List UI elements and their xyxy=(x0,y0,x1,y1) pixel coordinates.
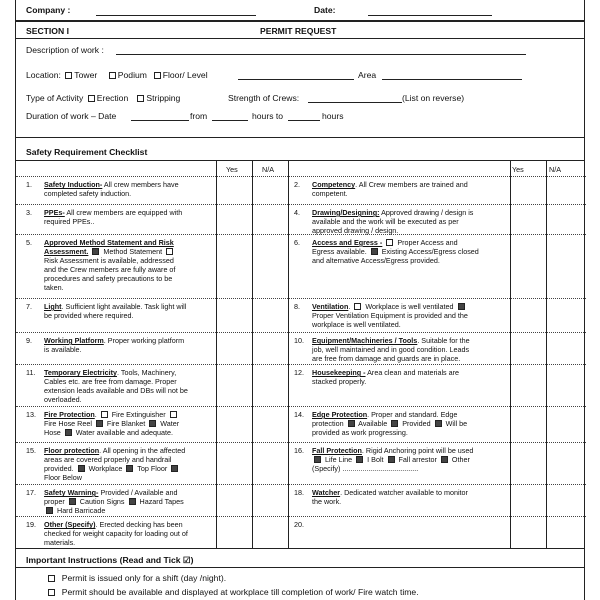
from-field[interactable] xyxy=(212,111,248,121)
item-number: 9. xyxy=(26,336,32,345)
divider xyxy=(16,160,584,161)
divider xyxy=(16,137,584,138)
item-number: 5. xyxy=(26,238,32,247)
col-divider xyxy=(288,160,289,548)
option-checkbox[interactable] xyxy=(441,456,448,463)
checklist-item-left: Temporary Electricity. Tools, Machinery, Cables etc. are free from damage. Proper extension leads available and DBs will not be overloaded. xyxy=(44,368,188,404)
na-cell-left[interactable] xyxy=(253,516,288,548)
yes-cell-left[interactable] xyxy=(217,484,252,516)
checklist-item-left: PPEs- All crew members are equipped with required PPEs.. xyxy=(44,208,183,226)
na-cell-right[interactable] xyxy=(547,516,585,548)
duration-label: Duration of work – Date xyxy=(26,111,117,121)
option-checkbox[interactable] xyxy=(170,411,177,418)
instruction-text: Permit should be available and displayed at workplace till completion of work/ Fire watch time. xyxy=(61,587,419,597)
na-cell-left[interactable] xyxy=(253,332,288,364)
instruction-checkbox[interactable] xyxy=(48,575,55,582)
strength-field[interactable] xyxy=(308,93,402,103)
item-number: 3. xyxy=(26,208,32,217)
option-checkbox[interactable] xyxy=(435,420,442,427)
option-checkbox[interactable] xyxy=(386,239,393,246)
to-field[interactable] xyxy=(288,111,320,121)
item-number: 4. xyxy=(294,208,300,217)
col-yes-right: Yes xyxy=(512,165,524,174)
from-label: from xyxy=(190,111,208,121)
strength-note: (List on reverse) xyxy=(402,93,465,103)
tower-checkbox[interactable] xyxy=(65,72,72,79)
permit-form xyxy=(15,0,585,600)
na-cell-left[interactable] xyxy=(253,298,288,332)
option-checkbox[interactable] xyxy=(65,429,72,436)
na-cell-right[interactable] xyxy=(547,364,585,406)
row-separator xyxy=(16,406,586,407)
section-heading: PERMIT REQUEST xyxy=(260,26,337,36)
option-checkbox[interactable] xyxy=(314,456,321,463)
item-number: 8. xyxy=(294,302,300,311)
checklist-item-left: Floor protection. All opening in the affected areas are covered properly and handrail provided. Workplace Top Floor Floor Below xyxy=(44,446,186,483)
strength-label: Strength of Crews: xyxy=(228,93,300,103)
item-number: 1. xyxy=(26,180,32,189)
instruction-checkbox[interactable] xyxy=(48,589,55,596)
option-checkbox[interactable] xyxy=(101,411,108,418)
item-number: 11. xyxy=(26,368,36,377)
location-option: Podium xyxy=(117,70,147,80)
option-checkbox[interactable] xyxy=(78,465,85,472)
area-label: Area xyxy=(358,70,377,80)
activity-label: Type of Activity xyxy=(26,93,84,103)
option-checkbox[interactable] xyxy=(96,420,103,427)
item-number: 17. xyxy=(26,488,36,497)
option-checkbox[interactable] xyxy=(458,303,465,310)
option-checkbox[interactable] xyxy=(356,456,363,463)
checklist-item-right: Access and Egress - Proper Access and Egress available. Existing Access/Egress closed and alternative Access/Egress provided. xyxy=(312,238,479,266)
instruction-item xyxy=(46,573,226,583)
na-cell-right[interactable] xyxy=(547,176,585,204)
checklist-item-right: Watcher. Dedicated watcher available to monitor the work. xyxy=(312,488,468,506)
item-number: 12. xyxy=(294,368,304,377)
checklist-item-left: Safety Warning- Provided / Available and proper Caution Signs Hazard Tapes Hard Barricade xyxy=(44,488,184,516)
col-yes-left: Yes xyxy=(226,165,238,174)
yes-cell-right[interactable] xyxy=(511,406,546,442)
instructions-title: Important Instructions (Read and Tick ☑) xyxy=(26,555,194,565)
yes-cell-left[interactable] xyxy=(217,516,252,548)
area-field[interactable] xyxy=(382,70,522,80)
yes-cell-left[interactable] xyxy=(217,298,252,332)
yes-cell-right[interactable] xyxy=(511,516,546,548)
item-number: 19. xyxy=(26,520,36,529)
description-label: Description of work : xyxy=(26,45,104,55)
hours-to-label: hours to xyxy=(252,111,284,121)
location-label: Location: xyxy=(26,70,61,80)
checklist-item-left: Other (Specify). Erected decking has been checked for weight capacity for loading out of materials. xyxy=(44,520,188,547)
hours-label: hours xyxy=(322,111,344,121)
yes-cell-right[interactable] xyxy=(511,234,546,298)
option-checkbox[interactable] xyxy=(354,303,361,310)
na-cell-right[interactable] xyxy=(547,484,585,516)
item-number: 6. xyxy=(294,238,300,247)
option-checkbox[interactable] xyxy=(171,465,178,472)
na-cell-right[interactable] xyxy=(547,204,585,234)
yes-cell-right[interactable] xyxy=(511,204,546,234)
date-label: Date: xyxy=(314,5,336,15)
row-separator xyxy=(16,298,586,299)
floor-level-field[interactable] xyxy=(238,70,354,80)
floor-checkbox[interactable] xyxy=(154,72,161,79)
option-checkbox[interactable] xyxy=(129,498,136,505)
yes-cell-right[interactable] xyxy=(511,364,546,406)
divider xyxy=(16,38,584,39)
yes-cell-left[interactable] xyxy=(217,406,252,442)
option-checkbox[interactable] xyxy=(46,507,53,514)
na-cell-left[interactable] xyxy=(253,234,288,298)
option-checkbox[interactable] xyxy=(391,420,398,427)
activity-option: Erection xyxy=(96,93,129,103)
instruction-item xyxy=(46,587,419,597)
row-separator xyxy=(16,176,586,177)
option-checkbox[interactable] xyxy=(388,456,395,463)
erection-checkbox[interactable] xyxy=(88,95,95,102)
na-cell-left[interactable] xyxy=(253,204,288,234)
na-cell-right[interactable] xyxy=(547,406,585,442)
location-option: Tower xyxy=(74,70,98,80)
row-separator xyxy=(16,332,586,333)
checklist-item-right: Ventilation. Workplace is well ventilated Proper Ventilation Equipment is provided and the workplace is well ventilated. xyxy=(312,302,468,330)
checklist-item-left: Safety Induction- All crew members have completed safety induction. xyxy=(44,180,179,198)
yes-cell-right[interactable] xyxy=(511,332,546,364)
na-cell-left[interactable] xyxy=(253,364,288,406)
checklist-item-left: Working Platform. Proper working platform is available. xyxy=(44,336,185,354)
checklist-item-right: Edge Protection. Proper and standard. Edge protection Available Provided Will be provided as work progressing. xyxy=(312,410,468,438)
yes-cell-left[interactable] xyxy=(217,332,252,364)
na-cell-left[interactable] xyxy=(253,484,288,516)
yes-cell-left[interactable] xyxy=(217,442,252,484)
yes-cell-right[interactable] xyxy=(511,298,546,332)
option-checkbox[interactable] xyxy=(92,248,99,255)
duration-date-field[interactable] xyxy=(131,111,189,121)
item-number: 7. xyxy=(26,302,32,311)
location-option: Floor/ Level xyxy=(162,70,208,80)
option-checkbox[interactable] xyxy=(149,420,156,427)
location-row xyxy=(26,70,208,80)
row-separator xyxy=(16,484,586,485)
section-title: SECTION I xyxy=(26,26,69,36)
divider xyxy=(16,20,584,22)
yes-cell-left[interactable] xyxy=(217,176,252,204)
na-cell-right[interactable] xyxy=(547,442,585,484)
yes-cell-right[interactable] xyxy=(511,484,546,516)
na-cell-right[interactable] xyxy=(547,298,585,332)
option-checkbox[interactable] xyxy=(126,465,133,472)
row-separator xyxy=(16,516,586,517)
item-number: 2. xyxy=(294,180,300,189)
na-cell-left[interactable] xyxy=(253,406,288,442)
item-number: 18. xyxy=(294,488,304,497)
item-number: 15. xyxy=(26,446,36,455)
checklist-item-right: Fall Protection. Rigid Anchoring point will be used Life Line I Bolt Fall arrestor Other (Specify) ...................................... xyxy=(312,446,474,474)
yes-cell-left[interactable] xyxy=(217,364,252,406)
checklist-item-left: Fire Protection. Fire Extinguisher Fire Hose Reel Fire Blanket Water Hose Water available and adequate. xyxy=(44,410,180,438)
item-number: 14. xyxy=(294,410,304,419)
divider xyxy=(16,567,584,568)
na-cell-left[interactable] xyxy=(253,442,288,484)
na-cell-right[interactable] xyxy=(547,234,585,298)
checklist-item-right: Equipment/Machineries / Tools. Suitable for the job, well maintained and in good condition. Leads are free from damage and guards are in place. xyxy=(312,336,470,363)
checklist-item-right: Drawing/Designing: Approved drawing / design is available and the work will be executed as per approved drawing / design. xyxy=(312,208,474,235)
activity-row xyxy=(26,93,180,103)
row-separator xyxy=(16,364,586,365)
yes-cell-right[interactable] xyxy=(511,442,546,484)
row-separator xyxy=(16,204,586,205)
option-checkbox[interactable] xyxy=(69,498,76,505)
activity-option: Stripping xyxy=(146,93,181,103)
item-number: 10. xyxy=(294,336,304,345)
option-checkbox[interactable] xyxy=(166,248,173,255)
yes-cell-left[interactable] xyxy=(217,234,252,298)
podium-checkbox[interactable] xyxy=(109,72,116,79)
na-cell-left[interactable] xyxy=(253,176,288,204)
divider xyxy=(16,548,584,549)
company-label: Company : xyxy=(26,5,71,15)
stripping-checkbox[interactable] xyxy=(137,95,144,102)
company-field[interactable] xyxy=(96,4,256,16)
checklist-item-right: Housekeeping - Area clean and materials are stacked properly. xyxy=(312,368,460,386)
na-cell-right[interactable] xyxy=(547,332,585,364)
option-checkbox[interactable] xyxy=(348,420,355,427)
item-number: 16. xyxy=(294,446,304,455)
col-na-left: N/A xyxy=(262,165,274,174)
checklist-title: Safety Requirement Checklist xyxy=(26,147,148,157)
item-number: 13. xyxy=(26,410,36,419)
checklist-item-right: Competency. All Crew members are trained and competent. xyxy=(312,180,468,198)
yes-cell-left[interactable] xyxy=(217,204,252,234)
row-separator xyxy=(16,442,586,443)
item-number: 20. xyxy=(294,520,304,529)
date-field[interactable] xyxy=(368,4,492,16)
checklist-item-left: Light. Sufficient light available. Task light will be provided where required. xyxy=(44,302,187,320)
description-field[interactable] xyxy=(116,45,526,55)
instruction-text: Permit is issued only for a shift (day /night). xyxy=(61,573,227,583)
yes-cell-right[interactable] xyxy=(511,176,546,204)
option-checkbox[interactable] xyxy=(371,248,378,255)
checklist-item-left: Approved Method Statement and Risk Assessment. Method Statement Risk Assessment is available, addressed and the Crew members are fully aware of procedures and safety precautions to be taken. xyxy=(44,238,176,293)
col-na-right: N/A xyxy=(549,165,561,174)
